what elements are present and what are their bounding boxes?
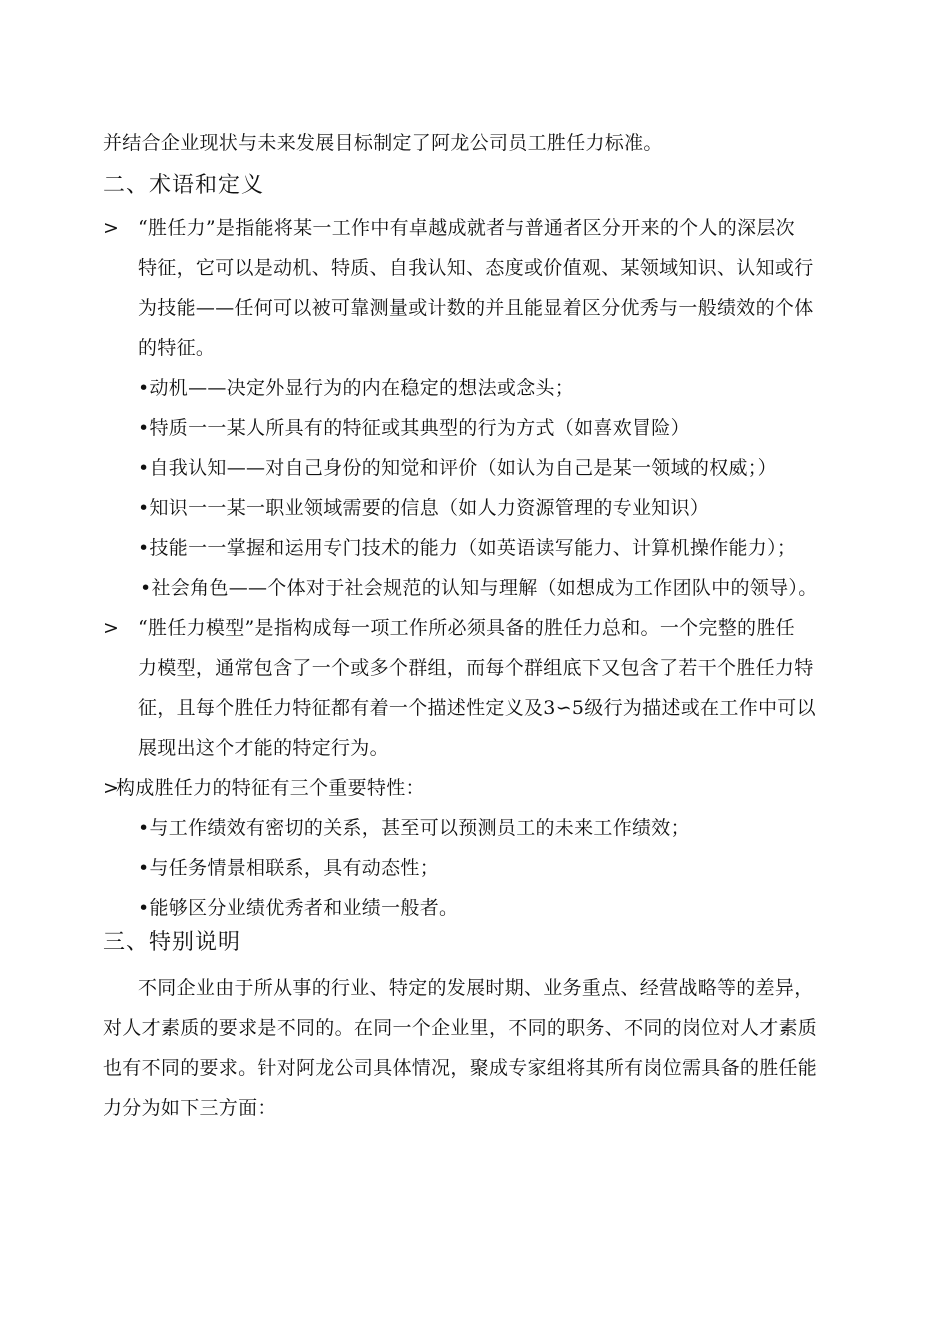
bullet-skill: •技能一一掌握和运用专门技术的能力（如英语读写能力、计算机操作能力）； — [138, 537, 797, 559]
item2-line-3: 征，且每个胜任力特征都有着一个描述性定义及3∽5级行为描述或在工作中可以 — [138, 697, 816, 719]
bullet-trait: •特质一一某人所具有的特征或其典型的行为方式（如喜欢冒险） — [138, 417, 690, 439]
bullet-performance: •与工作绩效有密切的关系，甚至可以预测员工的未来工作绩效； — [138, 817, 690, 839]
item1-line-1: “胜任力”是指能将某一工作中有卓越成就者与普通者区分开来的个人的深层次 — [138, 217, 795, 239]
arrow-marker-icon: > — [103, 617, 119, 639]
arrow-marker-icon: > — [103, 217, 119, 239]
item2-line-1: “胜任力模型”是指构成每一项工作所必须具备的胜任力总和。一个完整的胜任 — [138, 617, 795, 639]
item2-line-4: 展现出这个才能的特定行为。 — [138, 737, 389, 759]
bullet-motive: •动机——决定外显行为的内在稳定的想法或念头； — [138, 377, 575, 399]
bullet-situation: •与任务情景相联系，具有动态性； — [138, 857, 440, 879]
section3-line-2: 对人才素质的要求是不同的。在同一个企业里，不同的职务、不同的岗位对人才素质 — [103, 1017, 818, 1039]
arrow-marker-icon: > — [103, 777, 119, 799]
item1-line-4: 的特征。 — [138, 337, 216, 359]
section3-title: 三、特别说明 — [103, 930, 242, 955]
section3-line-1: 不同企业由于所从事的行业、特定的发展时期、业务重点、经营战略等的差异， — [138, 977, 814, 999]
section3-line-3: 也有不同的要求。针对阿龙公司具体情况，聚成专家组将其所有岗位需具备的胜任能 — [103, 1057, 818, 1079]
item2-line-2: 力模型，通常包含了一个或多个群组，而每个群组底下又包含了若干个胜任力特 — [138, 657, 814, 679]
item1-line-3: 为技能——任何可以被可靠测量或计数的并且能显着区分优秀与一般绩效的个体 — [138, 297, 814, 319]
bullet-social-role: •社会角色——个体对于社会规范的认知与理解（如想成为工作团队中的领导）。 — [140, 577, 818, 599]
item1-line-2: 特征，它可以是动机、特质、自我认知、态度或价值观、某领域知识、认知或行 — [138, 257, 814, 279]
item3-text: 构成胜任力的特征有三个重要特性： — [116, 777, 425, 799]
bullet-knowledge: •知识一一某一职业领域需要的信息（如人力资源管理的专业知识） — [138, 497, 710, 519]
bullet-distinguish: •能够区分业绩优秀者和业绩一般者。 — [138, 897, 459, 919]
intro-line: 并结合企业现状与未来发展目标制定了阿龙公司员工胜任力标准。 — [103, 132, 663, 154]
section2-title: 二、术语和定义 — [103, 173, 265, 198]
section3-line-4: 力分为如下三方面： — [103, 1097, 277, 1119]
bullet-self-concept: •自我认知——对自己身份的知觉和评价（如认为自己是某一领域的权威；） — [138, 457, 777, 479]
